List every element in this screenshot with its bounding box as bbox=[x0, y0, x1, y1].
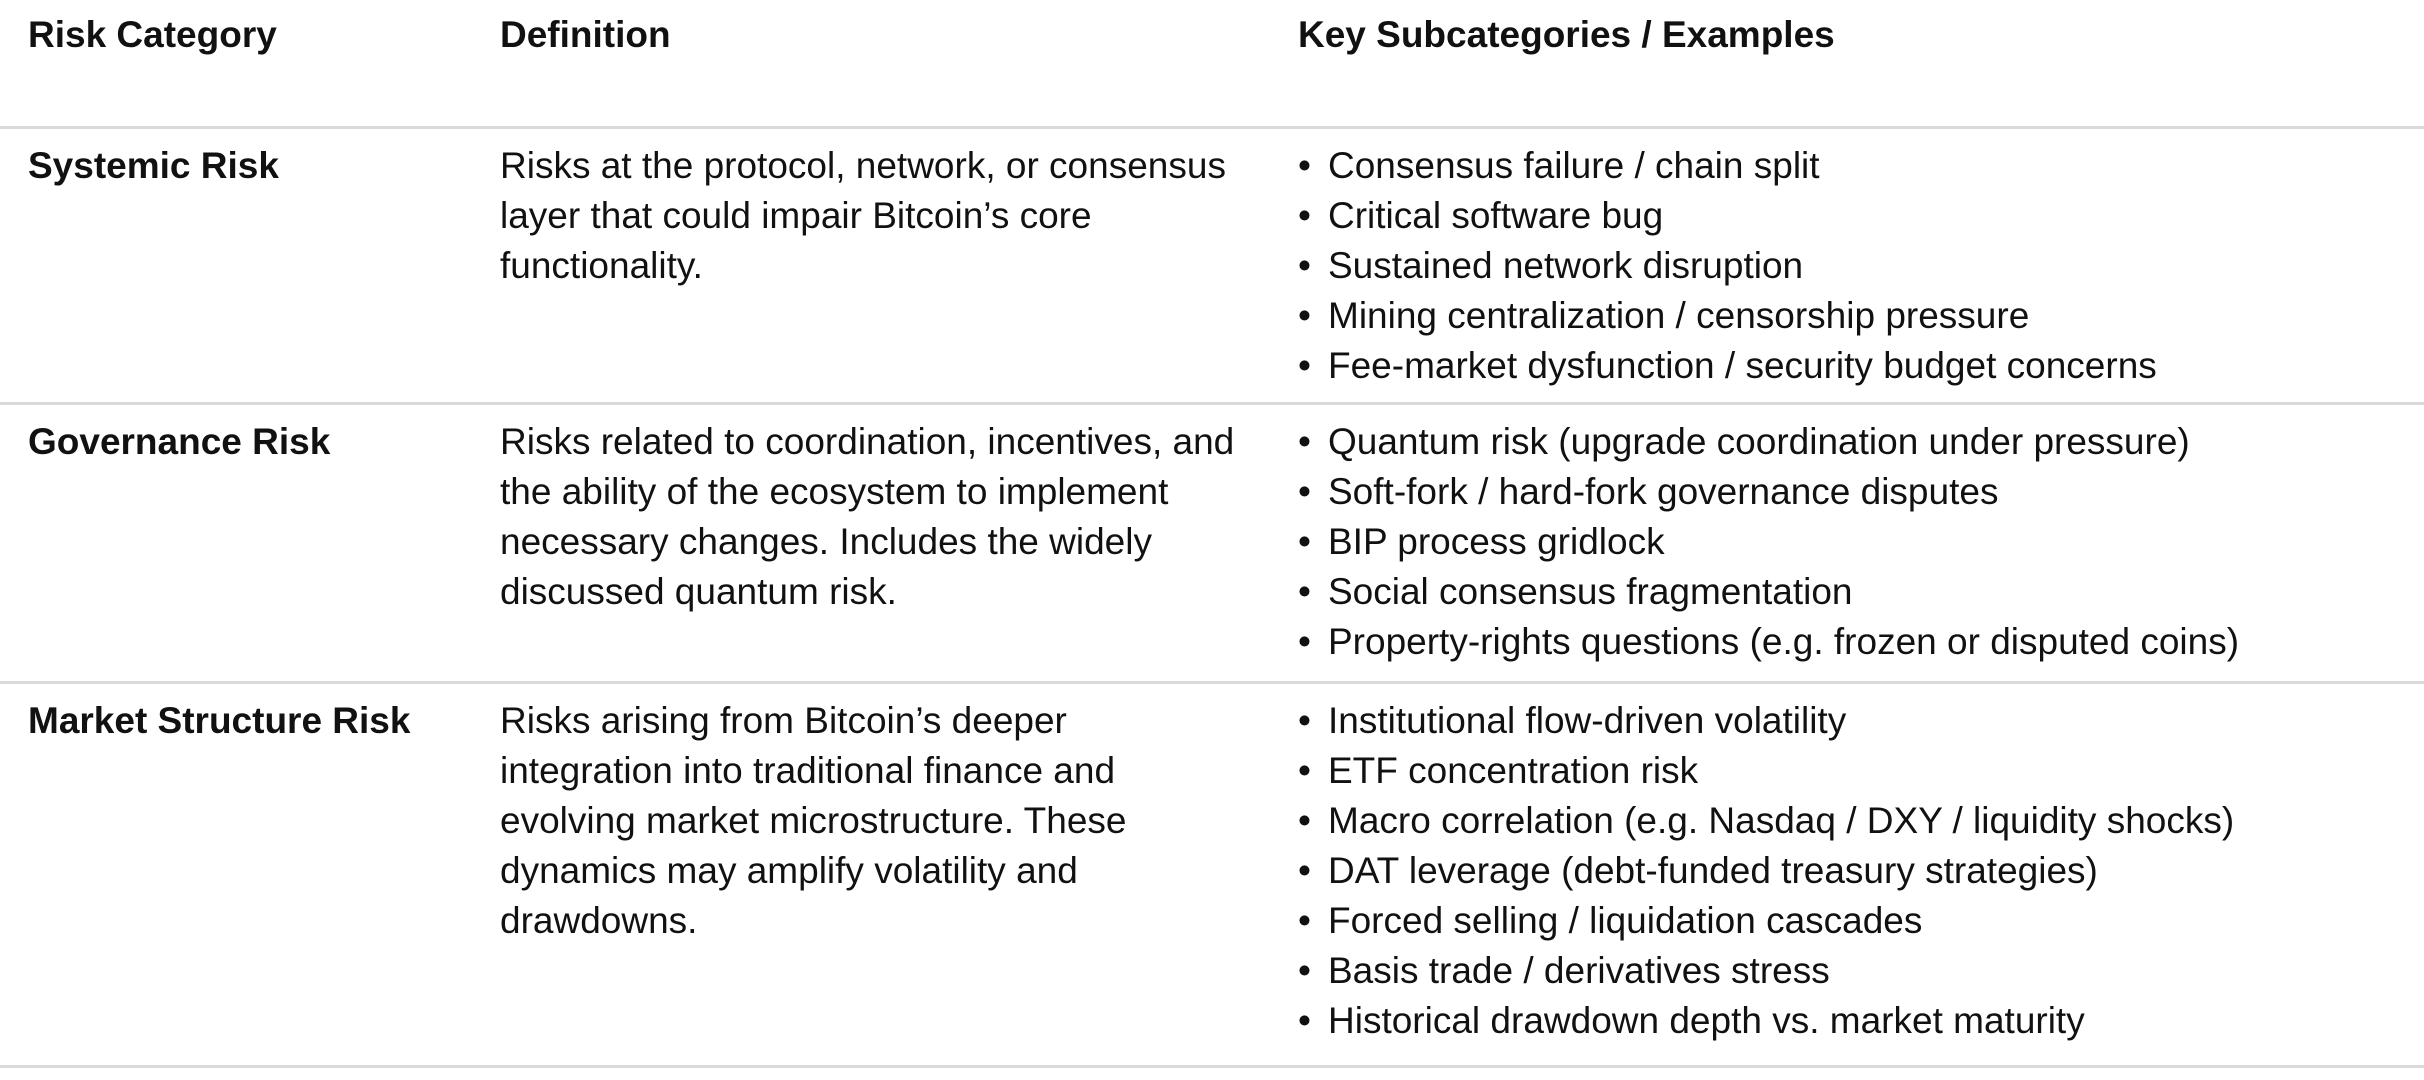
risk-examples bbox=[1270, 141, 2424, 402]
table-row bbox=[0, 684, 2424, 1068]
list-item: • Critical software bug bbox=[1298, 191, 2424, 241]
examples-list bbox=[1298, 417, 2424, 667]
header-key-subcategories: Key Subcategories / Examples bbox=[1298, 14, 1835, 55]
risk-category-name: Market Structure Risk bbox=[28, 700, 411, 741]
list-item: • Historical drawdown depth vs. market maturity bbox=[1298, 996, 2424, 1046]
risk-definition: Risks at the protocol, network, or consensus layer that could impair Bitcoin’s core functionality. bbox=[500, 145, 1226, 286]
list-item: • Mining centralization / censorship pressure bbox=[1298, 291, 2424, 341]
risk-category-name: Governance Risk bbox=[28, 421, 331, 462]
list-item: • Sustained network disruption bbox=[1298, 241, 2424, 291]
risk-examples bbox=[1270, 696, 2424, 1065]
table-header-row bbox=[0, 0, 2424, 129]
header-risk-category: Risk Category bbox=[28, 14, 277, 55]
header-definition: Definition bbox=[500, 14, 671, 55]
list-item: • Institutional flow-driven volatility bbox=[1298, 696, 2424, 746]
risk-definition: Risks arising from Bitcoin’s deeper integration into traditional finance and evolving market microstructure. These dynamics may amplify volatility and drawdowns. bbox=[500, 700, 1127, 941]
risk-category-name: Systemic Risk bbox=[28, 145, 279, 186]
table-row bbox=[0, 129, 2424, 405]
risk-definition: Risks related to coordination, incentives, and the ability of the ecosystem to implement necessary changes. Includes the widely discussed quantum risk. bbox=[500, 421, 1235, 612]
list-item: • Property-rights questions (e.g. frozen or disputed coins) bbox=[1298, 617, 2424, 667]
list-item: • Macro correlation (e.g. Nasdaq / DXY / liquidity shocks) bbox=[1298, 796, 2424, 846]
examples-list bbox=[1298, 141, 2424, 391]
list-item: • DAT leverage (debt-funded treasury strategies) bbox=[1298, 846, 2424, 896]
list-item: • Basis trade / derivatives stress bbox=[1298, 946, 2424, 996]
list-item: • Consensus failure / chain split bbox=[1298, 141, 2424, 191]
list-item: • BIP process gridlock bbox=[1298, 517, 2424, 567]
table-row bbox=[0, 405, 2424, 684]
risk-examples bbox=[1270, 417, 2424, 681]
examples-list bbox=[1298, 696, 2424, 1046]
list-item: • Social consensus fragmentation bbox=[1298, 567, 2424, 617]
list-item: • ETF concentration risk bbox=[1298, 746, 2424, 796]
list-item: • Forced selling / liquidation cascades bbox=[1298, 896, 2424, 946]
list-item: • Fee-market dysfunction / security budget concerns bbox=[1298, 341, 2424, 391]
list-item: • Soft-fork / hard-fork governance disputes bbox=[1298, 467, 2424, 517]
list-item: • Quantum risk (upgrade coordination under pressure) bbox=[1298, 417, 2424, 467]
